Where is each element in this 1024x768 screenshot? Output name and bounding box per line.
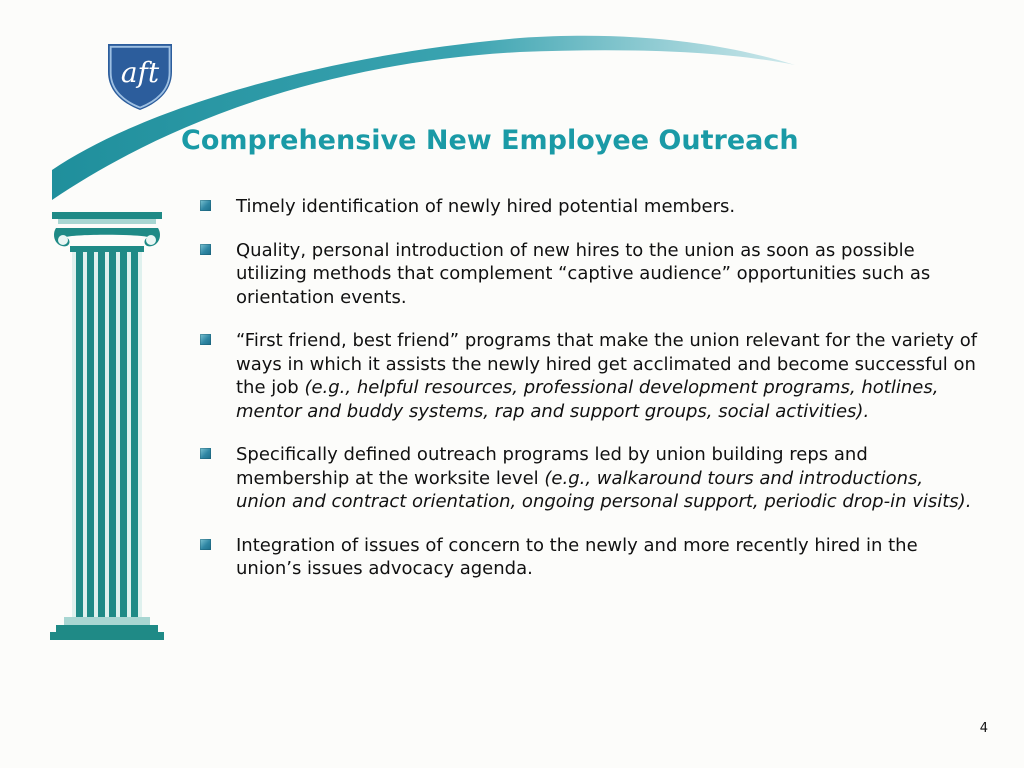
square-bullet-icon bbox=[200, 539, 211, 550]
bullet-item bbox=[198, 534, 978, 581]
bullet-text: Timely identification of newly hired potential members. bbox=[236, 196, 736, 217]
square-bullet-icon bbox=[200, 200, 211, 211]
square-bullet-icon bbox=[200, 334, 211, 345]
bullet-italic-text: (e.g., helpful resources, professional development programs, hotlines, mentor and buddy systems, rap and support groups, social activities). bbox=[236, 377, 939, 422]
slide-title: Comprehensive New Employee Outreach bbox=[181, 125, 799, 156]
square-bullet-icon bbox=[200, 448, 211, 459]
bullet-item bbox=[198, 239, 978, 310]
column-graphic bbox=[48, 210, 166, 642]
bullet-text: “First friend, best friend” programs that make the union relevant for the variety of ways in which it assists the newly hired get acclimated and become successful on the job bbox=[236, 330, 978, 398]
page-number: 4 bbox=[979, 721, 988, 736]
aft-logo-text: aft bbox=[120, 56, 160, 89]
bullet-text: Quality, personal introduction of new hires to the union as soon as possible utilizing methods that complement “captive audience” opportunities such as orientation events. bbox=[236, 239, 931, 308]
square-bullet-icon bbox=[200, 244, 211, 255]
bullet-item bbox=[198, 195, 978, 219]
bullet-text: Integration of issues of concern to the newly and more recently hired in the union’s issues advocacy agenda. bbox=[236, 534, 918, 579]
bullet-item bbox=[198, 443, 978, 514]
bullet-item bbox=[198, 329, 978, 423]
bullet-text: Specifically defined outreach programs led by union building reps and membership at the worksite level bbox=[236, 444, 868, 489]
bullet-list bbox=[198, 195, 978, 601]
bullet-italic-text: (e.g., walkaround tours and introductions, union and contract orientation, ongoing personal support, periodic drop-in visits). bbox=[236, 467, 972, 512]
aft-logo bbox=[104, 42, 176, 112]
